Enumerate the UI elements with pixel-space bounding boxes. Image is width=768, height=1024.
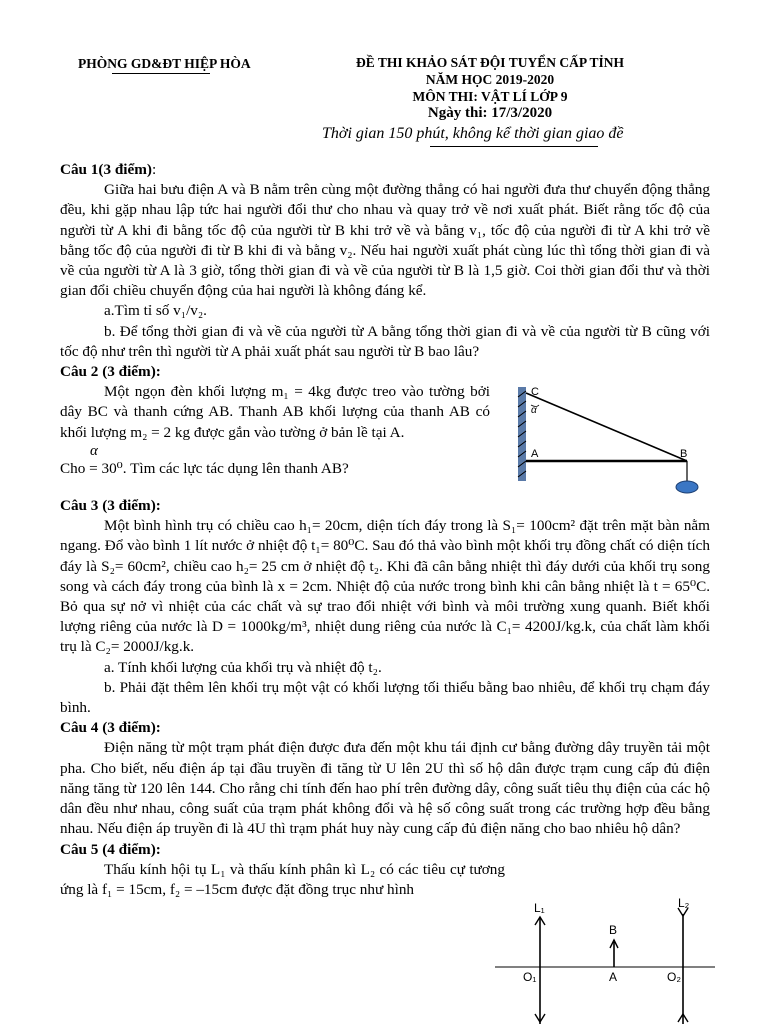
question-4-title: Câu 4 (3 điểm):	[60, 719, 161, 737]
question-1b: b. Để tổng thời gian đi và về của người từ A bằng tổng thời gian đi và về của người từ B cũng với tốc độ như trên thì người từ A phải xuất phát sau người từ B bao lâu?	[60, 322, 710, 360]
question-1-heading	[60, 160, 710, 180]
label-b: B	[680, 448, 688, 460]
duration-underline	[430, 146, 598, 147]
department-underline	[112, 73, 210, 74]
question-3-title: Câu 3 (3 điểm):	[60, 497, 161, 515]
exam-duration: Thời gian 150 phút, không kể thời gian giao đề	[322, 125, 624, 142]
question-1-title: Câu 1(3 điểm)	[60, 161, 152, 178]
label-a: A	[531, 448, 539, 460]
question-3-text: Một bình hình trụ có chiều cao h₁= 20cm, diện tích đáy trong là S₁= 100cm² đặt trên mặt bàn nằm ngang. Đổ vào bình 1 lít nước ở nhiệt độ t₁= 80⁰C. Sau đó thả vào bình một khối trụ đồng chất có diện tích đáy là S₂= 60cm², chiều cao h₂= 25 cm ở nhiệt độ t₂. Khi đã cân bằng nhiệt thì đáy dưới của khối trụ song song và cách đáy trong của bình là x = 2cm. Nhiệt độ của nước trong bình khi cân bằng nhiệt là t = 65⁰C. Bỏ qua sự nở vì nhiệt của các chất và sự trao đổi nhiệt với bình và môi trường xung quanh. Biết khối lượng riêng của nước là D = 1000kg/m³, nhiệt dung riêng của nước là C₁= 4200J/kg.k, của chất làm khối trụ là C₂= 2000J/kg.k.	[60, 517, 710, 656]
question-5-text: Thấu kính hội tụ L₁ và thấu kính phân kì L₂ có các tiêu cự tương ứng là f₁ = 15cm, f₂ = –15cm được đặt đồng trục như hình	[60, 860, 505, 898]
label-c: C	[531, 386, 539, 398]
lamp-rod-figure	[515, 383, 705, 495]
subject: MÔN THI: VẬT LÍ LỚP 9	[412, 89, 568, 104]
cable-bc	[526, 393, 687, 461]
label-o2: O₂	[667, 970, 681, 984]
exam-date: Ngày thi: 17/3/2020	[427, 105, 553, 121]
question-2-given: Cho = 30⁰. Tìm các lực tác dụng lên thanh AB?	[60, 459, 349, 477]
label-o1: O₁	[523, 970, 537, 984]
question-1-colon: :	[151, 161, 157, 178]
exam-header	[320, 54, 660, 122]
question-1-text: Giữa hai bưu điện A và B nằm trên cùng một đường thẳng có hai người đưa thư chuyển động thẳng đều, khi gặp nhau lập tức hai người đổi thư cho nhau và quay trở về nơi xuất phát. Biết rằng tốc độ của người từ A khi đi bằng tốc độ của người từ B khi trở về và bằng v₁, tốc độ của người đi từ A khi trở về bằng tốc độ của người đi từ B khi đi và bằng v₂. Nếu hai người xuất phát cùng lúc thì tổng thời gian đi và về của người từ A là 3 giờ, tổng thời gian đi và về của người từ B là 1,5 giờ. Coi thời gian đổi thư và thời gian đổi chiều chuyển động của hai người là không đáng kể.	[60, 181, 710, 300]
label-l1: L₁	[534, 901, 545, 915]
question-3b: b. Phải đặt thêm lên khối trụ một vật có khối lượng tối thiểu bằng bao nhiêu, để khối trụ chạm đáy bình.	[60, 678, 710, 717]
label-a-object: A	[609, 970, 618, 984]
label-alpha: α	[531, 405, 537, 416]
label-l2: L₂	[678, 896, 690, 910]
exam-body	[60, 160, 710, 900]
question-5-title: Câu 5 (4 điểm):	[60, 840, 161, 858]
question-2-alpha: α	[90, 442, 98, 459]
question-2-title: Câu 2 (3 điểm):	[60, 363, 161, 381]
lens-system-figure	[495, 890, 720, 1024]
question-2-text: Một ngọn đèn khối lượng m₁ = 4kg được treo vào tường bởi dây BC và thanh cứng AB. Thanh AB khối lượng của thanh AB có khối lượng m₂ = 2 kg được gắn vào tường ở bản lề tại A.	[60, 383, 490, 441]
lamp	[676, 481, 698, 493]
school-year: NĂM HỌC 2019-2020	[425, 72, 555, 87]
exam-title: ĐỀ THI KHẢO SÁT ĐỘI TUYỂN CẤP TỈNH	[356, 55, 624, 70]
department-name: PHÒNG GD&ĐT HIỆP HÒA	[78, 56, 251, 71]
question-4-text: Điện năng từ một trạm phát điện được đưa đến một khu tái định cư bằng đường dây truyền tải một pha. Cho biết, nếu điện áp tại đầu truyền đi tăng từ U lên 2U thì số hộ dân được trạm cung cấp đủ điện năng tăng từ 120 lên 144. Cho rằng chi tính đến hao phí trên đường dây, công suất tiêu thụ điện của các hộ dân đều như nhau, công suất của trạm phát không đổi và hệ số công suất trong các trường hợp đều bằng nhau. Nếu điện áp truyền đi là 4U thì trạm phát huy này cung cấp đủ điện năng cho bao nhiêu hộ dân?	[60, 739, 710, 838]
question-1a: a.Tìm tỉ số v₁/v₂.	[104, 302, 207, 320]
label-b-object: B	[609, 923, 618, 937]
question-3a: a. Tính khối lượng của khối trụ và nhiệt độ t₂.	[104, 658, 382, 676]
